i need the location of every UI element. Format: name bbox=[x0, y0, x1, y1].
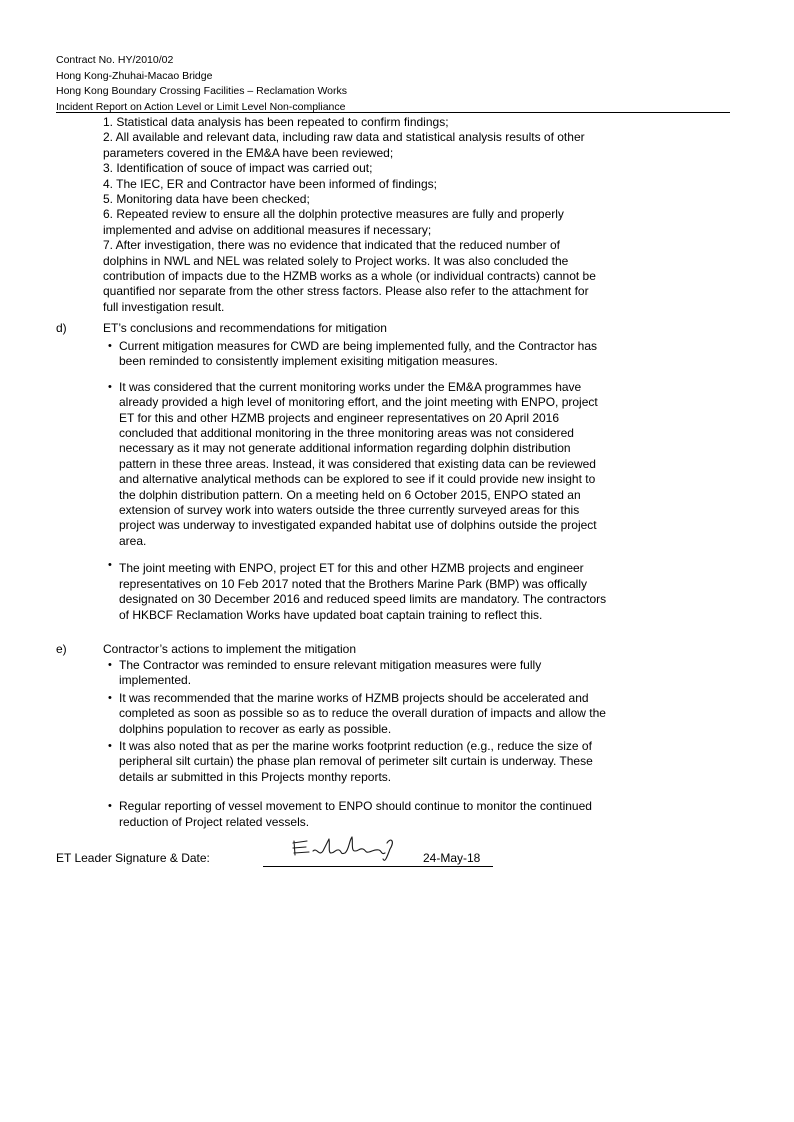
bullet-icon: • bbox=[108, 380, 112, 393]
list-item bbox=[108, 690, 607, 737]
finding-item: 3. Identification of souce of impact was carried out; bbox=[103, 161, 373, 176]
list-item bbox=[108, 559, 607, 623]
list-item bbox=[108, 658, 607, 689]
bullet-text: It was also noted that as per the marine works footprint reduction (e.g., reduce the size of peripheral silt curtain) the phase plan removal of perimeter silt curtain is underway. These details ar submitted in this Projects monthy reports. bbox=[119, 739, 593, 784]
report-title: Incident Report on Action Level or Limit Level Non-compliance bbox=[56, 100, 346, 113]
signature-date: 24-May-18 bbox=[423, 851, 481, 865]
finding-item: 4. The IEC, ER and Contractor have been informed of findings; bbox=[103, 176, 437, 191]
bullet-text: Regular reporting of vessel movement to ENPO should continue to monitor the continued reduction of Project related vessels. bbox=[119, 799, 592, 829]
bullet-icon: • bbox=[108, 340, 112, 352]
section-e-letter: e) bbox=[56, 642, 67, 656]
finding-item: 2. All available and relevant data, including raw data and statistical analysis results of other parameters covered in the EM&A have been reviewed; bbox=[103, 130, 585, 160]
finding-item: 1. Statistical data analysis has been repeated to confirm findings; bbox=[103, 115, 449, 129]
bullet-text: The joint meeting with ENPO, project ET for this and other HZMB projects and engineer representatives on 10 Feb 2017 noted that the Brothers Marine Park (BMP) was offically designated on 30 December 2016 and reduced speed limits are mandatory. The contractors of HKBCF Reclamation Works have updated boat captain training to reflect this. bbox=[119, 561, 607, 622]
bullet-icon: • bbox=[108, 740, 112, 753]
bullet-icon: • bbox=[108, 559, 112, 572]
bullet-text: The Contractor was reminded to ensure relevant mitigation measures were fully implemented. bbox=[119, 658, 542, 688]
list-item bbox=[108, 379, 607, 549]
finding-item: 5. Monitoring data have been checked; bbox=[103, 192, 310, 207]
list-item bbox=[108, 799, 607, 830]
finding-item: 6. Repeated review to ensure all the dolphin protective measures are fully and properly implemented and advise on additional measures if necessary; bbox=[103, 207, 564, 237]
section-e-title: Contractor’s actions to implement the mitigation bbox=[103, 642, 357, 656]
header-divider bbox=[56, 112, 730, 113]
investigation-findings bbox=[103, 115, 603, 315]
section-d bbox=[56, 321, 616, 623]
signature-line bbox=[263, 866, 493, 867]
section-d-title: ET’s conclusions and recommendations for mitigation bbox=[103, 321, 387, 335]
bullet-icon: • bbox=[108, 800, 112, 813]
signature-label: ET Leader Signature & Date: bbox=[56, 851, 210, 865]
section-d-bullets bbox=[56, 339, 616, 623]
document-header bbox=[56, 53, 730, 115]
facility-name: Hong Kong Boundary Crossing Facilities – Reclamation Works bbox=[56, 85, 348, 97]
section-d-heading bbox=[56, 321, 616, 337]
section-e-heading bbox=[56, 642, 616, 658]
section-d-letter: d) bbox=[56, 321, 67, 335]
bullet-icon: • bbox=[108, 691, 112, 704]
bullet-icon: • bbox=[108, 659, 112, 671]
finding-item: 7. After investigation, there was no evidence that indicated that the reduced number of dolphins in NWL and NEL was related solely to Project works. It was also concluded the contribution of impacts due to the HZMB works as a whole (or individual contracts) cannot be quantified nor separate from the other stress factors. Please also refer to the attachment for full investigation result. bbox=[103, 238, 596, 314]
bullet-text: Current mitigation measures for CWD are being implemented fully, and the Contractor has been reminded to consistently implement exisiting mitigation measures. bbox=[119, 339, 597, 369]
contract-number: Contract No. HY/2010/02 bbox=[56, 54, 174, 66]
bullet-text: It was considered that the current monitoring works under the EM&A programmes have already provided a high level of monitoring effort, and the joint meeting with ENPO, project ET for this and other HZMB projects and engineer representatives on 20 April 2016 concluded that additional monitoring in the three monitoring areas was not considered necessary as it may not generate additional information regarding dolphin distribution pattern in these three areas. Instead, it was considered that existing data can be reviewed and alternative analytical methods can be explored to see if it could provide new insight to the dolphin distribution pattern. On a meeting held on 6 October 2015, ENPO stated an extension of survey work into waters outside the three currently surveyed areas for this project was underway to investigated expanded habitat use of dolphins outside the project area. bbox=[119, 379, 598, 548]
bullet-text: It was recommended that the marine works of HZMB projects should be accelerated and completed as soon as possible so as to reduce the overall duration of impacts and allow the dolphins population to recover as early as possible. bbox=[119, 690, 606, 736]
list-item bbox=[108, 739, 607, 785]
project-name: Hong Kong-Zhuhai-Macao Bridge bbox=[56, 69, 213, 82]
section-e-bullets bbox=[56, 658, 616, 830]
list-item bbox=[108, 339, 607, 370]
section-e bbox=[56, 642, 616, 830]
handwritten-signature bbox=[287, 829, 397, 865]
